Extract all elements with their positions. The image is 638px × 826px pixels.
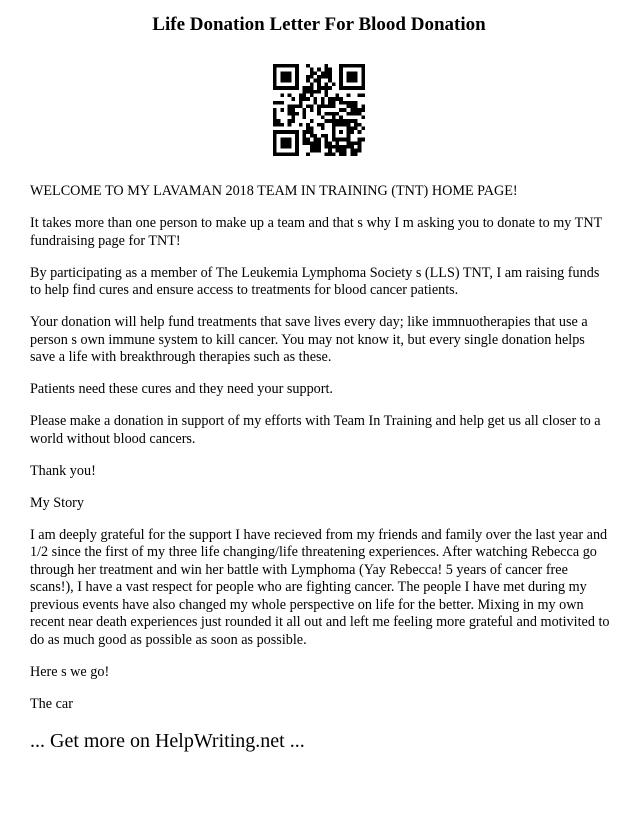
- paragraph: Thank you!: [30, 462, 96, 479]
- section-heading: My Story: [30, 494, 84, 511]
- paragraph: I am deeply grateful for the support I have recieved from my friends and family over the last year and 1/2 since the first of my three life changing/life threatening experiences. After watching Rebecca go through her treatment and win her battle with Lymphoma (Yay Rebecca! 5 years of cancer free scans!), I have a vast respect for people who are fighting cancer. The people I have met during my previous events have also changed my whole perspective on life for the better. Mixing in my own recent near death experiences just rounded it all out and left me feeling more grateful and motivited to do as much good as possible as soon as possible.: [30, 526, 610, 648]
- paragraph: Please make a donation in support of my efforts with Team In Training and help get us all closer to a world without blood cancers.: [30, 413, 601, 447]
- paragraph: WELCOME TO MY LAVAMAN 2018 TEAM IN TRAINING (TNT) HOME PAGE!: [30, 183, 518, 199]
- paragraph: By participating as a member of The Leukemia Lymphoma Society s (LLS) TNT, I am raising funds to help find cures and ensure access to treatments for blood cancer patients.: [30, 264, 600, 298]
- footer-link[interactable]: ... Get more on HelpWriting.net ...: [30, 730, 305, 752]
- page-title: Life Donation Letter For Blood Donation: [152, 14, 486, 35]
- paragraph: The car: [30, 695, 73, 712]
- letter-body: [30, 183, 610, 728]
- paragraph: Your donation will help fund treatments that save lives every day; like immnuotherapies that use a person s own immune system to kill cancer. You may not know it, but every single donation helps save a life with breakthrough therapies such as these.: [30, 314, 588, 365]
- paragraph: Here s we go!: [30, 663, 110, 680]
- paragraph: Patients need these cures and they need your support.: [30, 381, 333, 397]
- qr-code-icon[interactable]: [273, 64, 365, 156]
- paragraph: It takes more than one person to make up a team and that s why I m asking you to donate to my TNT fundraising page for TNT!: [30, 215, 602, 249]
